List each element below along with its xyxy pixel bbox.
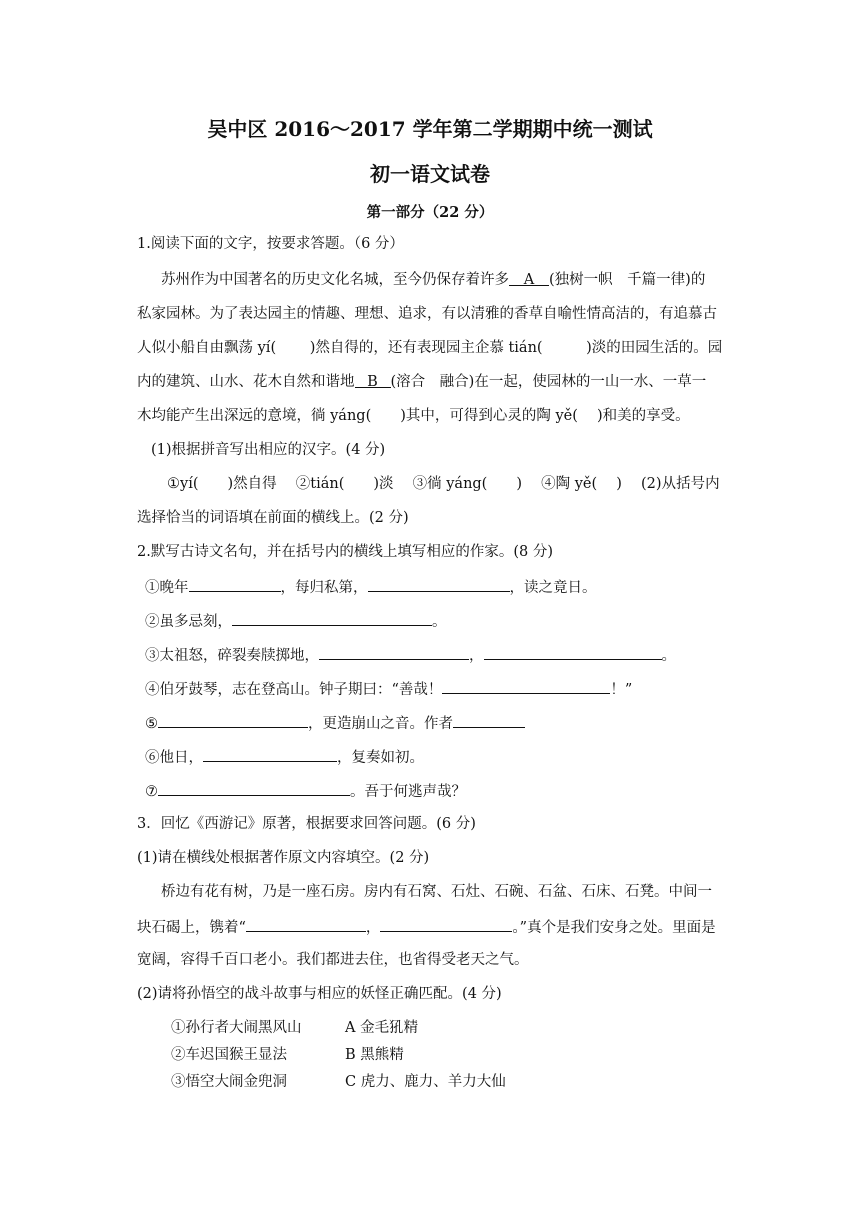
q1-text: (溶合 融合)在一起，使园林的一山一水、一草一 — [390, 374, 707, 390]
q2-text: ，每归私第， — [280, 580, 368, 596]
q2-line-6 — [145, 746, 424, 768]
q1-heading: 1.阅读下面的文字，按要求答题。（6 分） — [137, 236, 404, 252]
q2-text: 。 — [661, 648, 676, 664]
q2-line-7 — [145, 780, 466, 802]
q1-text: (独树一帜 千篇一律)的 — [549, 272, 706, 288]
q2-line-2 — [145, 610, 447, 632]
q1-text: 内的建筑、山水、花木自然和谐地 — [137, 374, 355, 390]
q3-sub-2: (2)请将孙悟空的战斗故事与相应的妖怪正确匹配。(4 分) — [137, 986, 502, 1002]
blank-a: A — [509, 270, 549, 286]
q3-passage-line-1: 桥边有花有树，乃是一座石房。房内有石窝、石灶、石碗、石盆、石床、石凳。中间一 — [161, 884, 712, 900]
answer-blank[interactable] — [232, 610, 432, 626]
story-item: ①孙行者大闹黑风山 — [171, 1020, 302, 1036]
q2-text: ⑦ — [145, 784, 158, 800]
q1-passage-line-2: 私家园林。为了表达园主的情趣、理想、追求，有以清雅的香草自喻性情高洁的，有追慕古 — [137, 306, 717, 322]
q2-line-3 — [145, 644, 676, 666]
q3-text: ， — [365, 920, 381, 936]
q2-text: 。吾于何逃声哉？ — [350, 784, 466, 800]
q3-passage-line-2 — [137, 916, 716, 938]
section-heading: 第一部分（22 分） — [366, 204, 494, 221]
q3-text: 块石碣上，镌着“ — [137, 920, 246, 936]
answer-blank[interactable] — [246, 916, 366, 932]
q2-text: 。 — [432, 614, 447, 630]
q2-text: ，读之竟日。 — [509, 580, 597, 596]
q2-text: ①晚年 — [145, 580, 189, 596]
exam-subtitle: 初一语文试卷 — [370, 162, 490, 186]
q2-text: ，复奏如初。 — [337, 750, 424, 766]
q1-text: 苏州作为中国著名的历史文化名城，至今仍保存着许多 — [161, 272, 509, 288]
q1-sub-1: (1)根据拼音写出相应的汉字。(4 分) — [151, 442, 386, 458]
q2-text: ⑥他日， — [145, 750, 203, 766]
q1-passage-line-3: 人似小船自由飘荡 yí( )然自得的，还有表现园主企慕 tián( )淡的田园生活的。园 — [137, 340, 723, 356]
answer-blank[interactable] — [203, 746, 337, 762]
q3-passage-line-3: 宽阔，容得千百口老小。我们都进去住，也省得受老天之气。 — [137, 952, 529, 968]
q3-sub-1: (1)请在横线处根据著作原文内容填空。(2 分) — [137, 850, 430, 866]
q2-text: ，更造崩山之音。作者 — [308, 716, 453, 732]
answer-blank[interactable] — [158, 712, 308, 728]
q3-heading: 3．回忆《西游记》原著，根据要求回答问题。(6 分) — [137, 816, 476, 832]
story-item: ③悟空大闹金兜洞 — [171, 1074, 287, 1090]
author-blank[interactable] — [453, 712, 525, 728]
monster-item: B 黑熊精 — [345, 1047, 404, 1063]
monster-item: A 金毛犼精 — [345, 1020, 419, 1036]
q2-text: ⑤ — [145, 716, 158, 732]
answer-blank[interactable] — [368, 576, 510, 592]
answer-blank[interactable] — [484, 644, 662, 660]
answer-blank[interactable] — [158, 780, 350, 796]
q1-sub-2: 选择恰当的词语填在前面的横线上。(2 分) — [137, 510, 409, 526]
q1-sub-1-items: ①yí( )然自得 ②tián( )淡 ③徜 yáng( ) ④陶 yě( ) (2)从括号内 — [167, 476, 720, 492]
exam-title: 吴中区 2016～2017 学年第二学期期中统一测试 — [207, 117, 653, 141]
monster-item: C 虎力、鹿力、羊力大仙 — [345, 1074, 506, 1090]
q2-line-4 — [145, 678, 632, 700]
story-item: ②车迟国猴王显法 — [171, 1047, 287, 1063]
answer-blank[interactable] — [189, 576, 281, 592]
answer-blank[interactable] — [442, 678, 610, 694]
answer-blank[interactable] — [319, 644, 469, 660]
blank-b: B — [355, 372, 391, 388]
q1-passage-line-4 — [137, 372, 706, 392]
q1-passage-line-1 — [161, 270, 705, 290]
q2-text: ④伯牙鼓琴，志在登高山。钟子期曰：“善哉！ — [145, 682, 443, 698]
q2-text: ③太祖怒，碎裂奏牍掷地， — [145, 648, 319, 664]
q2-line-5 — [145, 712, 525, 734]
q3-text: 。”真个是我们安身之处。里面是 — [512, 920, 716, 936]
q2-text: ②虽多忌刻， — [145, 614, 232, 630]
answer-blank[interactable] — [380, 916, 512, 932]
q2-text: ， — [469, 648, 484, 664]
q2-text: ！” — [610, 682, 633, 698]
q2-line-1 — [145, 576, 597, 598]
q1-passage-line-5: 木均能产生出深远的意境，徜 yáng( )其中，可得到心灵的陶 yě( )和美的享受。 — [137, 408, 690, 424]
q2-heading: 2.默写古诗文名句，并在括号内的横线上填写相应的作家。(8 分) — [137, 544, 553, 560]
